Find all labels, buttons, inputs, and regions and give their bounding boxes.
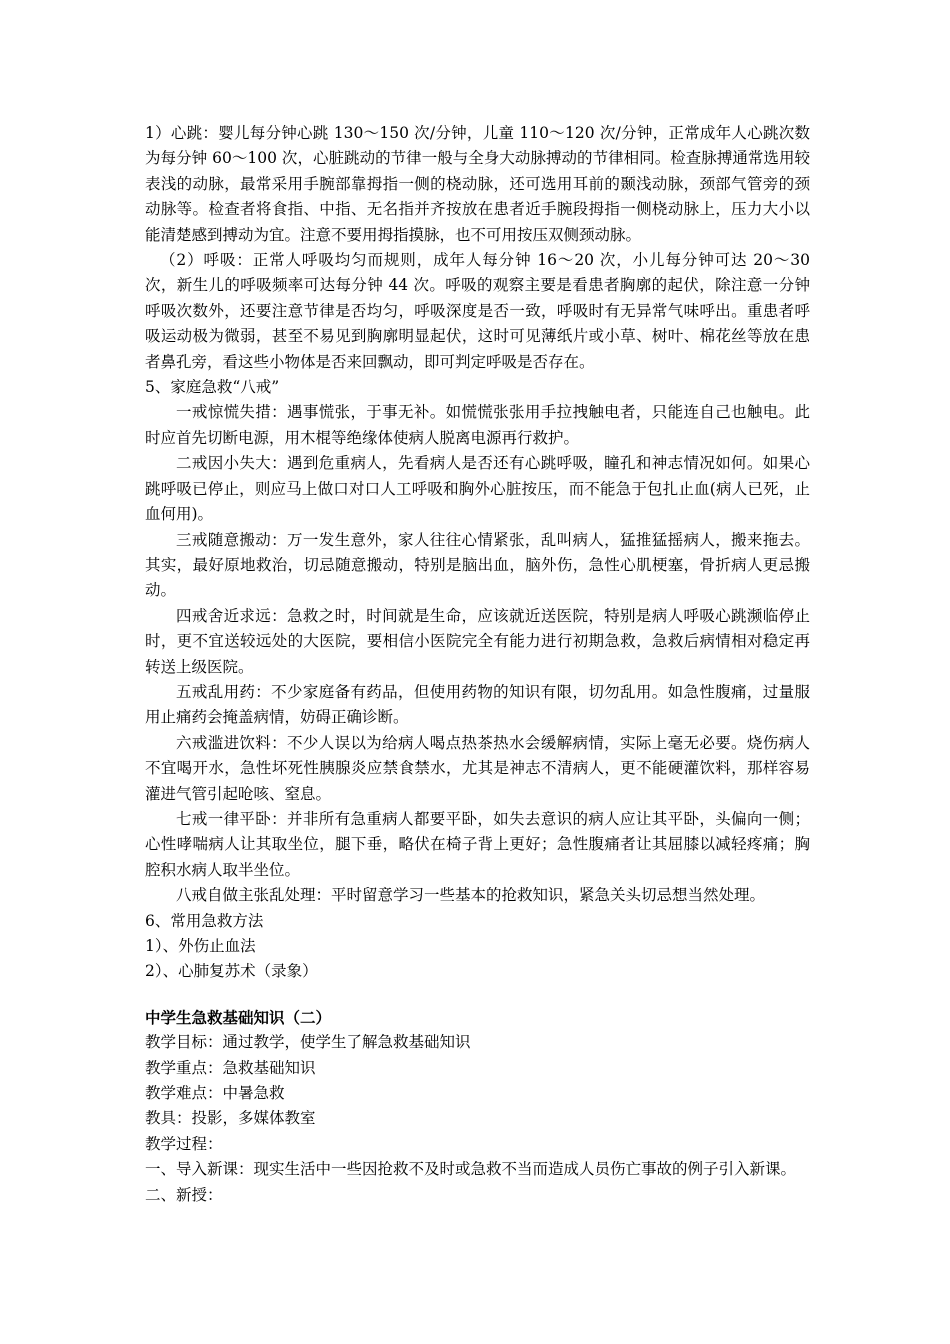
dont-item-5: 五戒乱用药：不少家庭备有药品，但使用药物的知识有限，切勿乱用。如急性腹痛，过量服用止痛药会掩盖病情，妨碍正确诊断。: [145, 682, 810, 727]
teaching-goal: 教学目标：通过教学，使学生了解急救基础知识: [145, 1033, 471, 1052]
section-heading-eight-donts: 5、家庭急救“八戒”: [145, 378, 280, 397]
method-item-1: 1）、外伤止血法: [145, 937, 256, 955]
new-lesson: 二、新授：: [145, 1185, 223, 1204]
dont-item-2: 二戒因小失大：遇到危重病人，先看病人是否还有心跳呼吸，瞳孔和神志情况如何。如果心跳呼吸已停止，则应马上做口对口人工呼吸和胸外心脏按压，而不能急于包扎止血(病人已死，止血何用)。: [145, 454, 810, 524]
dont-item-6: 六戒滥进饮料：不少人误以为给病人喝点热茶热水会缓解病情，实际上毫无必要。烧伤病人不宜喝开水，急性坏死性胰腺炎应禁食禁水，尤其是神志不清病人，更不能硬灌饮料，那样容易灌进气管引起呛咳、窒息。: [145, 733, 810, 803]
teaching-aids: 教具：投影，多媒体教室: [145, 1109, 316, 1128]
section-heading-methods: 6、常用急救方法: [145, 911, 264, 930]
spacer: [145, 985, 810, 1005]
teaching-process: 教学过程：: [145, 1134, 223, 1153]
teaching-focus: 教学重点：急救基础知识: [145, 1058, 316, 1077]
document-page: [145, 121, 810, 1208]
lesson-intro: 一、导入新课：现实生活中一些因抢救不及时或急救不当而造成人员伤亡事故的例子引入新课。: [145, 1160, 797, 1179]
breathing-paragraph: （2）呼吸：正常人呼吸均匀而规则，成年人每分钟 16～20 次，小儿每分钟可达 20～30 次，新生儿的呼吸频率可达每分钟 44 次。呼吸的观察主要是看患者胸廓的起伏，除注意一分钟呼吸次数外，还要注意节律是否均匀，呼吸深度是否一致，呼吸时有无异常气味呼出。重患者呼吸运动极为微弱，甚至不易见到胸廓明显起伏，这时可见薄纸片或小草、树叶、棉花丝等放在患者鼻孔旁，看这些小物体是否来回飘动，即可判定呼吸是否存在。: [145, 251, 810, 371]
dont-item-3: 三戒随意搬动：万一发生意外，家人往往心情紧张，乱叫病人，猛推猛摇病人，搬来拖去。其实，最好原地救治，切忌随意搬动，特别是脑出血，脑外伤，急性心肌梗塞，骨折病人更忌搬动。: [145, 530, 810, 600]
teaching-difficulty: 教学难点：中暑急救: [145, 1084, 285, 1103]
section2-title: 中学生急救基础知识（二）: [145, 1007, 332, 1027]
dont-item-8: 八戒自做主张乱处理：平时留意学习一些基本的抢救知识，紧急关头切忌想当然处理。: [176, 886, 766, 905]
dont-item-1: 一戒惊慌失措：遇事慌张，于事无补。如慌慌张张用手拉拽触电者，只能连自己也触电。此时应首先切断电源，用木棍等绝缘体使病人脱离电源再行救护。: [145, 403, 810, 447]
dont-item-4: 四戒舍近求远：急救之时，时间就是生命，应该就近送医院，特别是病人呼吸心跳濒临停止时，更不宜送较远处的大医院，要相信小医院完全有能力进行初期急救，急救后病情相对稳定再转送上级医院。: [145, 606, 810, 676]
method-item-2: 2）、心肺复苏术（录象）: [145, 962, 318, 981]
dont-item-7: 七戒一律平卧：并非所有急重病人都要平卧，如失去意识的病人应让其平卧，头偏向一侧；心性哮喘病人让其取坐位，腿下垂，略伏在椅子背上更好；急性腹痛者让其屈膝以减轻疼痛；胸腔积水病人取半坐位。: [145, 809, 810, 879]
heartbeat-paragraph: 1）心跳：婴儿每分钟心跳 130～150 次/分钟，儿童 110～120 次/分钟，正常成年人心跳次数为每分钟 60～100 次，心脏跳动的节律一般与全身大动脉搏动的节律相同。检查脉搏通常选用较表浅的动脉，最常采用手腕部靠拇指一侧的桡动脉，还可选用耳前的颞浅动脉，颈部气管旁的颈动脉等。检查者将食指、中指、无名指并齐按放在患者近手腕段拇指一侧桡动脉上，压力大小以能清楚感到搏动为宜。注意不要用拇指摸脉，也不可用按压双侧颈动脉。: [145, 124, 810, 244]
